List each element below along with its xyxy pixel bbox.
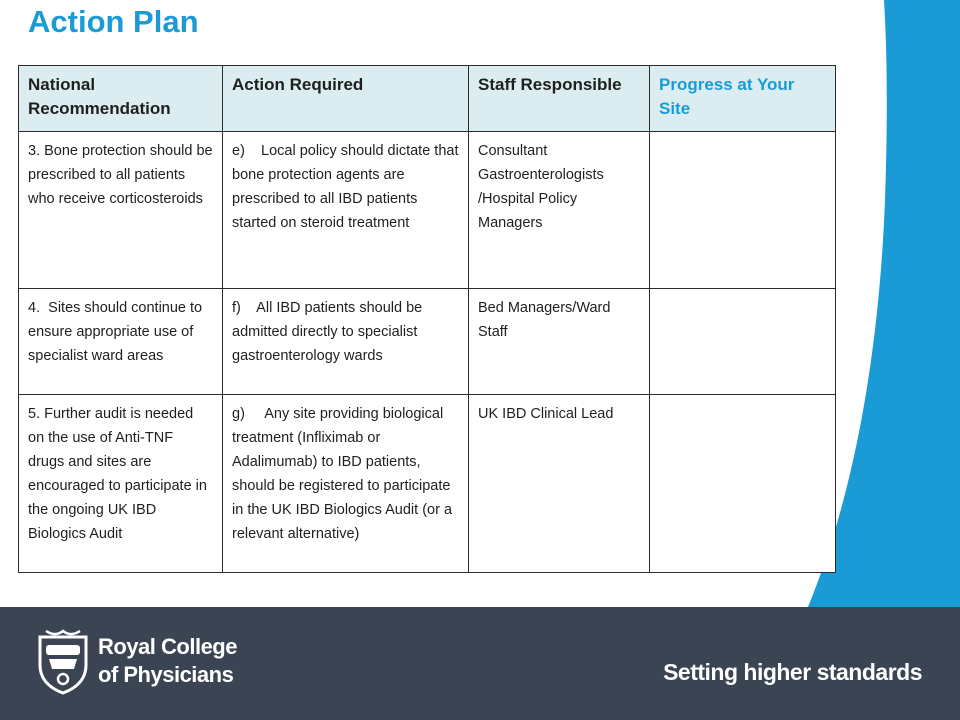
organisation-name-line1: Royal College <box>98 634 237 659</box>
table-header-row <box>19 66 836 132</box>
cell-recommendation: 4. Sites should continue to ensure appropriate use of specialist ward areas <box>19 289 223 395</box>
cell-progress[interactable] <box>650 289 836 395</box>
organisation-name <box>98 633 237 689</box>
header-progress-at-site: Progress at Your Site <box>650 66 836 132</box>
cell-action: g) Any site providing biological treatment (Infliximab or Adalimumab) to IBD patients, should be registered to participate in the UK IBD Biologics Audit (or a relevant alternative) <box>223 395 469 573</box>
organisation-name-line2: of Physicians <box>98 662 234 687</box>
cell-action: e) Local policy should dictate that bone protection agents are prescribed to all IBD patients started on steroid treatment <box>223 132 469 289</box>
header-national-recommendation: National Recommendation <box>19 66 223 132</box>
cell-staff: Consultant Gastroenterologists /Hospital Policy Managers <box>469 132 650 289</box>
cell-staff: Bed Managers/Ward Staff <box>469 289 650 395</box>
cell-staff: UK IBD Clinical Lead <box>469 395 650 573</box>
table-row <box>19 395 836 573</box>
tagline: Setting higher standards <box>663 659 922 685</box>
cell-progress[interactable] <box>650 132 836 289</box>
table-row <box>19 132 836 289</box>
header-staff-responsible: Staff Responsible <box>469 66 650 132</box>
action-plan-table <box>18 65 836 573</box>
footer-bar <box>0 607 960 720</box>
cell-action: f) All IBD patients should be admitted directly to specialist gastroenterology wards <box>223 289 469 395</box>
page-title: Action Plan <box>28 4 199 39</box>
cell-progress[interactable] <box>650 395 836 573</box>
rcp-crest-icon <box>36 629 90 695</box>
cell-recommendation: 5. Further audit is needed on the use of Anti-TNF drugs and sites are encouraged to participate in the ongoing UK IBD Biologics Audit <box>19 395 223 573</box>
header-action-required: Action Required <box>223 66 469 132</box>
cell-recommendation: 3. Bone protection should be prescribed to all patients who receive corticosteroids <box>19 132 223 289</box>
table-row <box>19 289 836 395</box>
